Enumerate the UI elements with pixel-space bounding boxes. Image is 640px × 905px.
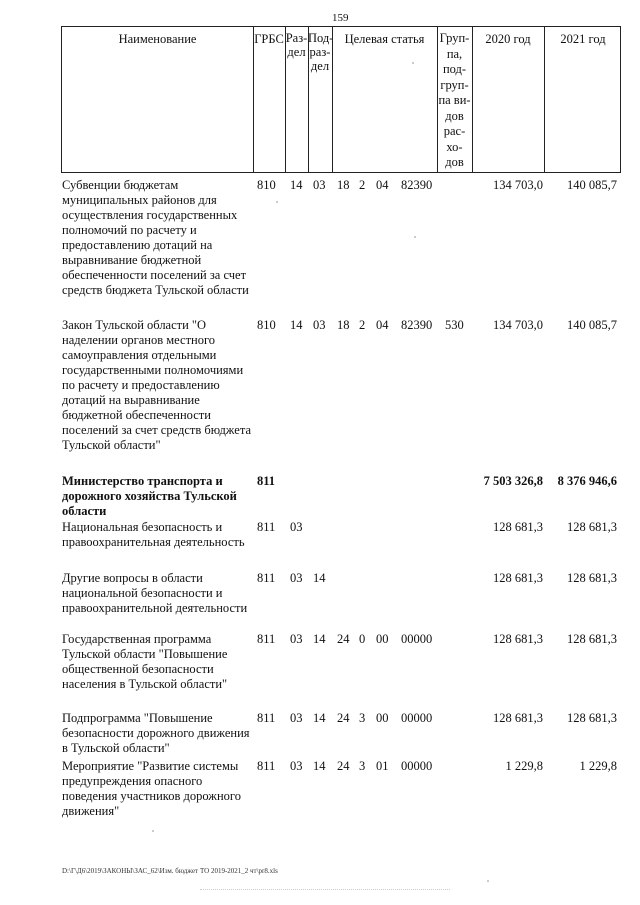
row-2021: 8 376 946,6 [557, 474, 617, 488]
row-2021: 128 681,3 [567, 632, 617, 646]
row-target-4: 00000 [401, 632, 433, 646]
row-target-2: 2 [359, 178, 366, 192]
row-podrazdel: 14 [313, 711, 326, 725]
row-2020: 128 681,3 [493, 632, 543, 646]
row-name: Государственная программа Тульской области "Повышение общественной безопасности населения в Тульской области" [62, 632, 228, 691]
row-target-2: 2 [359, 318, 366, 332]
row-target-4: 82390 [401, 178, 433, 192]
row-razdel: 03 [290, 759, 303, 773]
header-podrazdel: Под- раз- дел [308, 31, 334, 73]
row-2020: 134 703,0 [493, 318, 543, 332]
row-2021: 128 681,3 [567, 711, 617, 725]
row-target-3: 00 [376, 632, 389, 646]
row-2021: 140 085,7 [567, 178, 617, 192]
row-2021: 1 229,8 [579, 759, 617, 773]
row-target-4: 00000 [401, 711, 433, 725]
row-podrazdel: 03 [313, 178, 326, 192]
header-grbs: ГРБС [254, 32, 284, 46]
scan-dot [276, 201, 278, 203]
header-2021: 2021 год [560, 32, 606, 46]
row-target-2: 0 [359, 632, 366, 646]
row-name: Национальная безопасность и правоохранительная деятельность [62, 520, 245, 549]
row-2021: 128 681,3 [567, 520, 617, 534]
row-target-1: 24 [337, 632, 350, 646]
header-name: Наименование [118, 32, 197, 46]
row-grbs: 811 [257, 474, 276, 488]
row-grbs: 811 [257, 632, 276, 646]
row-2020: 7 503 326,8 [483, 474, 543, 488]
row-name: Мероприятие "Развитие системы предупреждения опасного поведения участников дорожного движения" [62, 759, 241, 818]
row-grbs: 810 [257, 318, 276, 332]
row-2020: 128 681,3 [493, 571, 543, 585]
row-target-4: 82390 [401, 318, 433, 332]
row-target-1: 24 [337, 711, 350, 725]
row-grbs: 811 [257, 711, 276, 725]
row-target-1: 18 [337, 178, 350, 192]
table-header [61, 26, 621, 173]
row-target-3: 04 [376, 178, 389, 192]
row-target-2: 3 [359, 759, 366, 773]
header-target: Целевая статья [344, 32, 425, 46]
row-grbs: 810 [257, 178, 276, 192]
row-name: Подпрограмма "Повышение безопасности дорожного движения в Тульской области" [62, 711, 250, 755]
row-grbs: 811 [257, 520, 276, 534]
row-target-2: 3 [359, 711, 366, 725]
row-name: Другие вопросы в области национальной безопасности и правоохранительной деятельности [62, 571, 248, 615]
row-2020: 128 681,3 [493, 520, 543, 534]
row-2020: 128 681,3 [493, 711, 543, 725]
row-target-3: 00 [376, 711, 389, 725]
row-target-3: 04 [376, 318, 389, 332]
row-razdel: 03 [290, 520, 303, 534]
row-target-1: 18 [337, 318, 350, 332]
row-podrazdel: 14 [313, 632, 326, 646]
scan-dot [152, 830, 154, 832]
row-podrazdel: 14 [313, 759, 326, 773]
row-target-1: 24 [337, 759, 350, 773]
row-razdel: 03 [290, 711, 303, 725]
row-2020: 134 703,0 [493, 178, 543, 192]
scan-artifact-line [200, 889, 450, 891]
row-razdel: 03 [290, 571, 303, 585]
row-name: Закон Тульской области "О наделении органов местного самоуправления отдельными государственными полномочиями по расчету и предоставлению дотаций на выравнивание бюджетной обеспеченности поселений за счет средств бюджета Тульской области" [62, 318, 251, 452]
scan-dot [412, 62, 414, 64]
row-vr: 530 [445, 318, 464, 332]
scan-dot [487, 880, 489, 882]
row-grbs: 811 [257, 759, 276, 773]
row-razdel: 14 [290, 178, 303, 192]
header-razdel: Раз- дел [285, 31, 308, 59]
row-2020: 1 229,8 [505, 759, 543, 773]
row-target-3: 01 [376, 759, 389, 773]
row-razdel: 03 [290, 632, 303, 646]
row-name: Министерство транспорта и дорожного хозяйства Тульской области [62, 474, 237, 518]
scan-dot [414, 236, 416, 238]
file-path-footer: D:\Г\Д6\2019\ЗАКОНЫ\ЗАС_62\Изм. бюджет ТО 2019-2021_2 чт\pr8.xls [62, 867, 278, 875]
row-2021: 140 085,7 [567, 318, 617, 332]
row-grbs: 811 [257, 571, 276, 585]
page-number: 159 [332, 12, 349, 24]
row-podrazdel: 14 [313, 571, 326, 585]
row-target-4: 00000 [401, 759, 433, 773]
row-razdel: 14 [290, 318, 303, 332]
row-podrazdel: 03 [313, 318, 326, 332]
row-2021: 128 681,3 [567, 571, 617, 585]
header-2020: 2020 год [485, 32, 531, 46]
row-name: Субвенции бюджетам муниципальных районов для осуществления государственных полномочий по расчету и предоставлению дотаций на выравнивание бюджетной обеспеченности поселений за счет средств бюджета Тульской области [62, 178, 249, 297]
header-group: Груп- па, под- груп- па ви- дов рас- хо- дов [438, 31, 471, 169]
